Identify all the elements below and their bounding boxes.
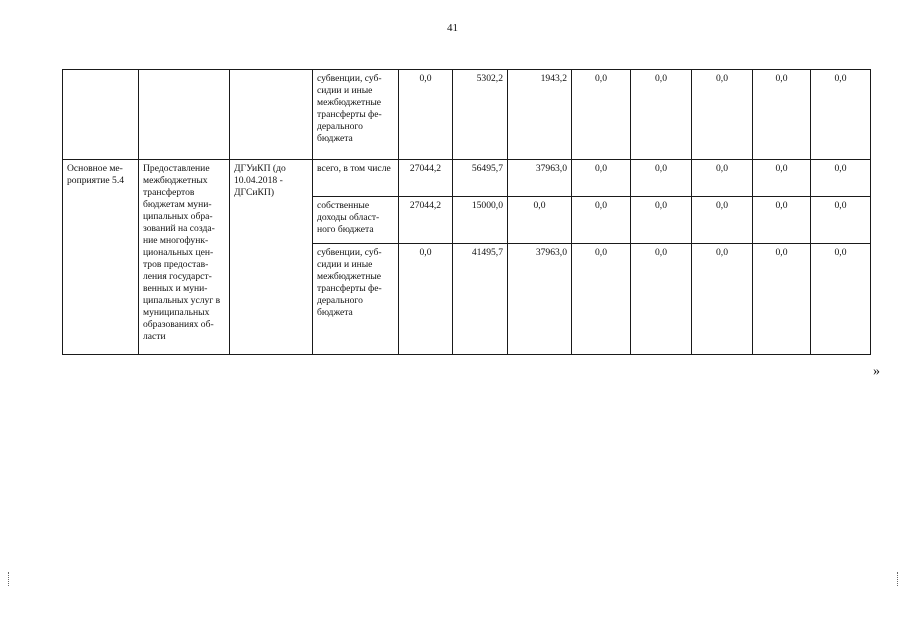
value-cell: 0,0 — [631, 244, 692, 355]
event-cell — [63, 70, 139, 160]
value-cell: 0,0 — [508, 197, 572, 244]
value-cell: 0,0 — [692, 244, 753, 355]
value-cell: 56495,7 — [453, 160, 508, 197]
value-cell: 0,0 — [572, 197, 631, 244]
value-cell: 0,0 — [811, 197, 871, 244]
table-row — [63, 70, 871, 160]
value-cell: 0,0 — [692, 160, 753, 197]
budget-table — [62, 69, 871, 355]
value-cell: 0,0 — [572, 244, 631, 355]
name-cell: Предоставление межбюджетных трансфертов бюджетам муни-ципальных обра-зований на созда-ние многофунк-циональных цен-тров предостав-ления государст-венных и муни-ципальных услуг в муниципальных образованиях об-ласти — [139, 160, 230, 355]
value-cell: 0,0 — [692, 70, 753, 160]
name-cell — [139, 70, 230, 160]
value-cell: 41495,7 — [453, 244, 508, 355]
value-cell: 0,0 — [572, 70, 631, 160]
value-cell: 0,0 — [399, 244, 453, 355]
value-cell: 0,0 — [811, 70, 871, 160]
value-cell: 0,0 — [692, 197, 753, 244]
scan-edge-mark — [897, 572, 900, 586]
closing-quote: » — [873, 364, 880, 379]
value-cell: 0,0 — [631, 197, 692, 244]
executor-cell: ДГУиКП (до 10.04.2018 - ДГСиКП) — [230, 160, 313, 355]
value-cell: 37963,0 — [508, 244, 572, 355]
source-cell: всего, в том числе — [313, 160, 399, 197]
value-cell: 0,0 — [811, 244, 871, 355]
value-cell: 0,0 — [753, 160, 811, 197]
value-cell: 0,0 — [811, 160, 871, 197]
scan-edge-mark — [8, 572, 11, 586]
value-cell: 0,0 — [631, 160, 692, 197]
value-cell: 1943,2 — [508, 70, 572, 160]
value-cell: 0,0 — [572, 160, 631, 197]
value-cell: 0,0 — [753, 70, 811, 160]
value-cell: 37963,0 — [508, 160, 572, 197]
executor-cell — [230, 70, 313, 160]
page-number: 41 — [447, 22, 458, 34]
source-cell: субвенции, суб-сидии и иные межбюджетные трансферты фе-дерального бюджета — [313, 244, 399, 355]
event-cell: Основное ме-роприятие 5.4 — [63, 160, 139, 355]
value-cell: 0,0 — [631, 70, 692, 160]
source-cell: собственные доходы област-ного бюджета — [313, 197, 399, 244]
value-cell: 27044,2 — [399, 160, 453, 197]
value-cell: 0,0 — [399, 70, 453, 160]
value-cell: 27044,2 — [399, 197, 453, 244]
value-cell: 5302,2 — [453, 70, 508, 160]
value-cell: 15000,0 — [453, 197, 508, 244]
value-cell: 0,0 — [753, 244, 811, 355]
value-cell: 0,0 — [753, 197, 811, 244]
table-row — [63, 160, 871, 197]
source-cell: субвенции, суб-сидии и иные межбюджетные трансферты фе-дерального бюджета — [313, 70, 399, 160]
